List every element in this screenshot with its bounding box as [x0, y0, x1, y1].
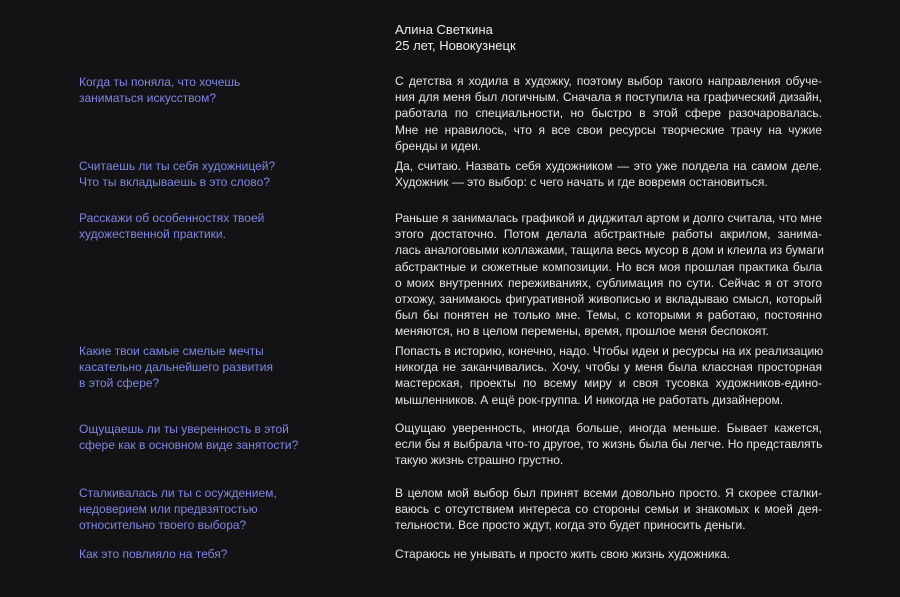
answer-line: мастерская, проекты по всему миру и своя тусовка художников-едино- [395, 376, 822, 391]
answer-line: если бы я выбрала что-то другое, то жизнь была бы легче. Но представлять [395, 437, 823, 452]
question-3 [79, 210, 319, 242]
question-line: касательно дальнейшего развития [79, 360, 273, 374]
answer-line: мышленников. А ещё рок-группа. И никогда не работать дизайнером. [395, 392, 784, 407]
answer-line: меняются, но в целом перемены, время, прошлое меня беспокоят. [395, 324, 769, 339]
answer-line: этого достаточно. Потом делала абстрактные работы акрилом, занима- [395, 227, 822, 242]
answer-line: ния для меня был логичным. Сначала я поступила на графический дизайн, [395, 90, 822, 105]
answer-line: был бы понятен не только мне. Темы, с которыми я работаю, постоянно [395, 308, 822, 323]
question-line: Ощущаешь ли ты уверенность в этой [79, 422, 289, 436]
answer-7 [395, 546, 822, 562]
question-line: Какие твои самые смелые мечты [79, 344, 264, 358]
question-6 [79, 485, 319, 533]
answer-line: о моих внутренних переживаниях, сублимация по сути. Сейчас я от этого [395, 275, 822, 290]
answer-line: бренды и идеи. [395, 138, 482, 153]
answer-line: Ощущаю уверенность, иногда больше, иногда меньше. Бывает кажется, [395, 421, 822, 435]
answer-line: тельности. Все просто ждут, когда это будет приносить деньги. [395, 518, 746, 533]
respondent-name: Алина Светкина [395, 22, 493, 37]
answer-line: С детства я ходила в художку, поэтому выбор такого направления обуче- [395, 74, 822, 88]
question-1 [79, 74, 319, 106]
question-line: Расскажи об особенностях твоей [79, 211, 265, 225]
answer-line: работала по специальности, но быстро в этой сфере разочаровалась. [395, 106, 822, 121]
question-line: сфере как в основном виде занятости? [79, 438, 299, 452]
question-line: Когда ты поняла, что хочешь [79, 75, 241, 89]
question-line: Что ты вкладываешь в это слово? [79, 175, 271, 189]
answer-3 [395, 210, 822, 340]
answer-line: такую жизнь страшно грустно. [395, 453, 564, 468]
answer-4 [395, 343, 822, 408]
answer-line: В целом мой выбор был принят всеми довольно просто. Я скорее сталки- [395, 486, 822, 500]
question-5 [79, 421, 319, 453]
answer-line: Стараюсь не унывать и просто жить свою жизнь художника. [395, 547, 731, 561]
answer-line: Да, считаю. Назвать себя художником — это уже полдела на самом деле. [395, 159, 822, 173]
answer-line: Мне не нравилось, что я все свои ресурсы творческие трачу на чужие [395, 122, 822, 137]
answer-5 [395, 420, 822, 469]
answer-2 [395, 158, 822, 190]
question-line: заниматься искусством? [79, 91, 217, 105]
answer-line: никогда не заканчивались. Хочу, чтобы у меня была классная просторная [395, 360, 822, 375]
question-line: художественной практики. [79, 227, 226, 241]
question-line: Как это повлияло на тебя? [79, 547, 228, 561]
question-line: Считаешь ли ты себя художницей? [79, 159, 276, 173]
answer-line: Попасть в историю, конечно, надо. Чтобы идеи и ресурсы на их реализацию [395, 344, 824, 358]
question-line: Сталкивалась ли ты с осуждением, [79, 486, 277, 500]
answer-6 [395, 485, 822, 534]
question-line: относительно твоего выбора? [79, 518, 247, 532]
question-4 [79, 343, 319, 391]
question-line: недоверием или предвзятостью [79, 502, 258, 516]
answer-1 [395, 73, 822, 154]
answer-line: ваюсь с отсутствием интереса со стороны семьи и знакомых к моей дея- [395, 502, 822, 517]
answer-line: Раньше я занималась графикой и диджитал артом и долго считала, что мне [395, 211, 822, 225]
question-2 [79, 158, 319, 190]
answer-line: лась аналоговыми коллажами, тащила весь мусор в дом и клеила из бумаги [395, 243, 824, 258]
answer-line: абстрактные и сюжетные композиции. Но вся моя прошлая практика была [395, 259, 822, 274]
answer-line: отхожу, занимаюсь фигуративной живописью и вкладываю смысл, который [395, 292, 822, 307]
respondent-age-city: 25 лет, Новокузнецк [395, 38, 516, 53]
question-7 [79, 546, 319, 562]
respondent-header [395, 22, 516, 54]
answer-line: Художник — это выбор: с чего начать и где вовремя остановиться. [395, 175, 768, 190]
question-line: в этой сфере? [79, 376, 160, 390]
